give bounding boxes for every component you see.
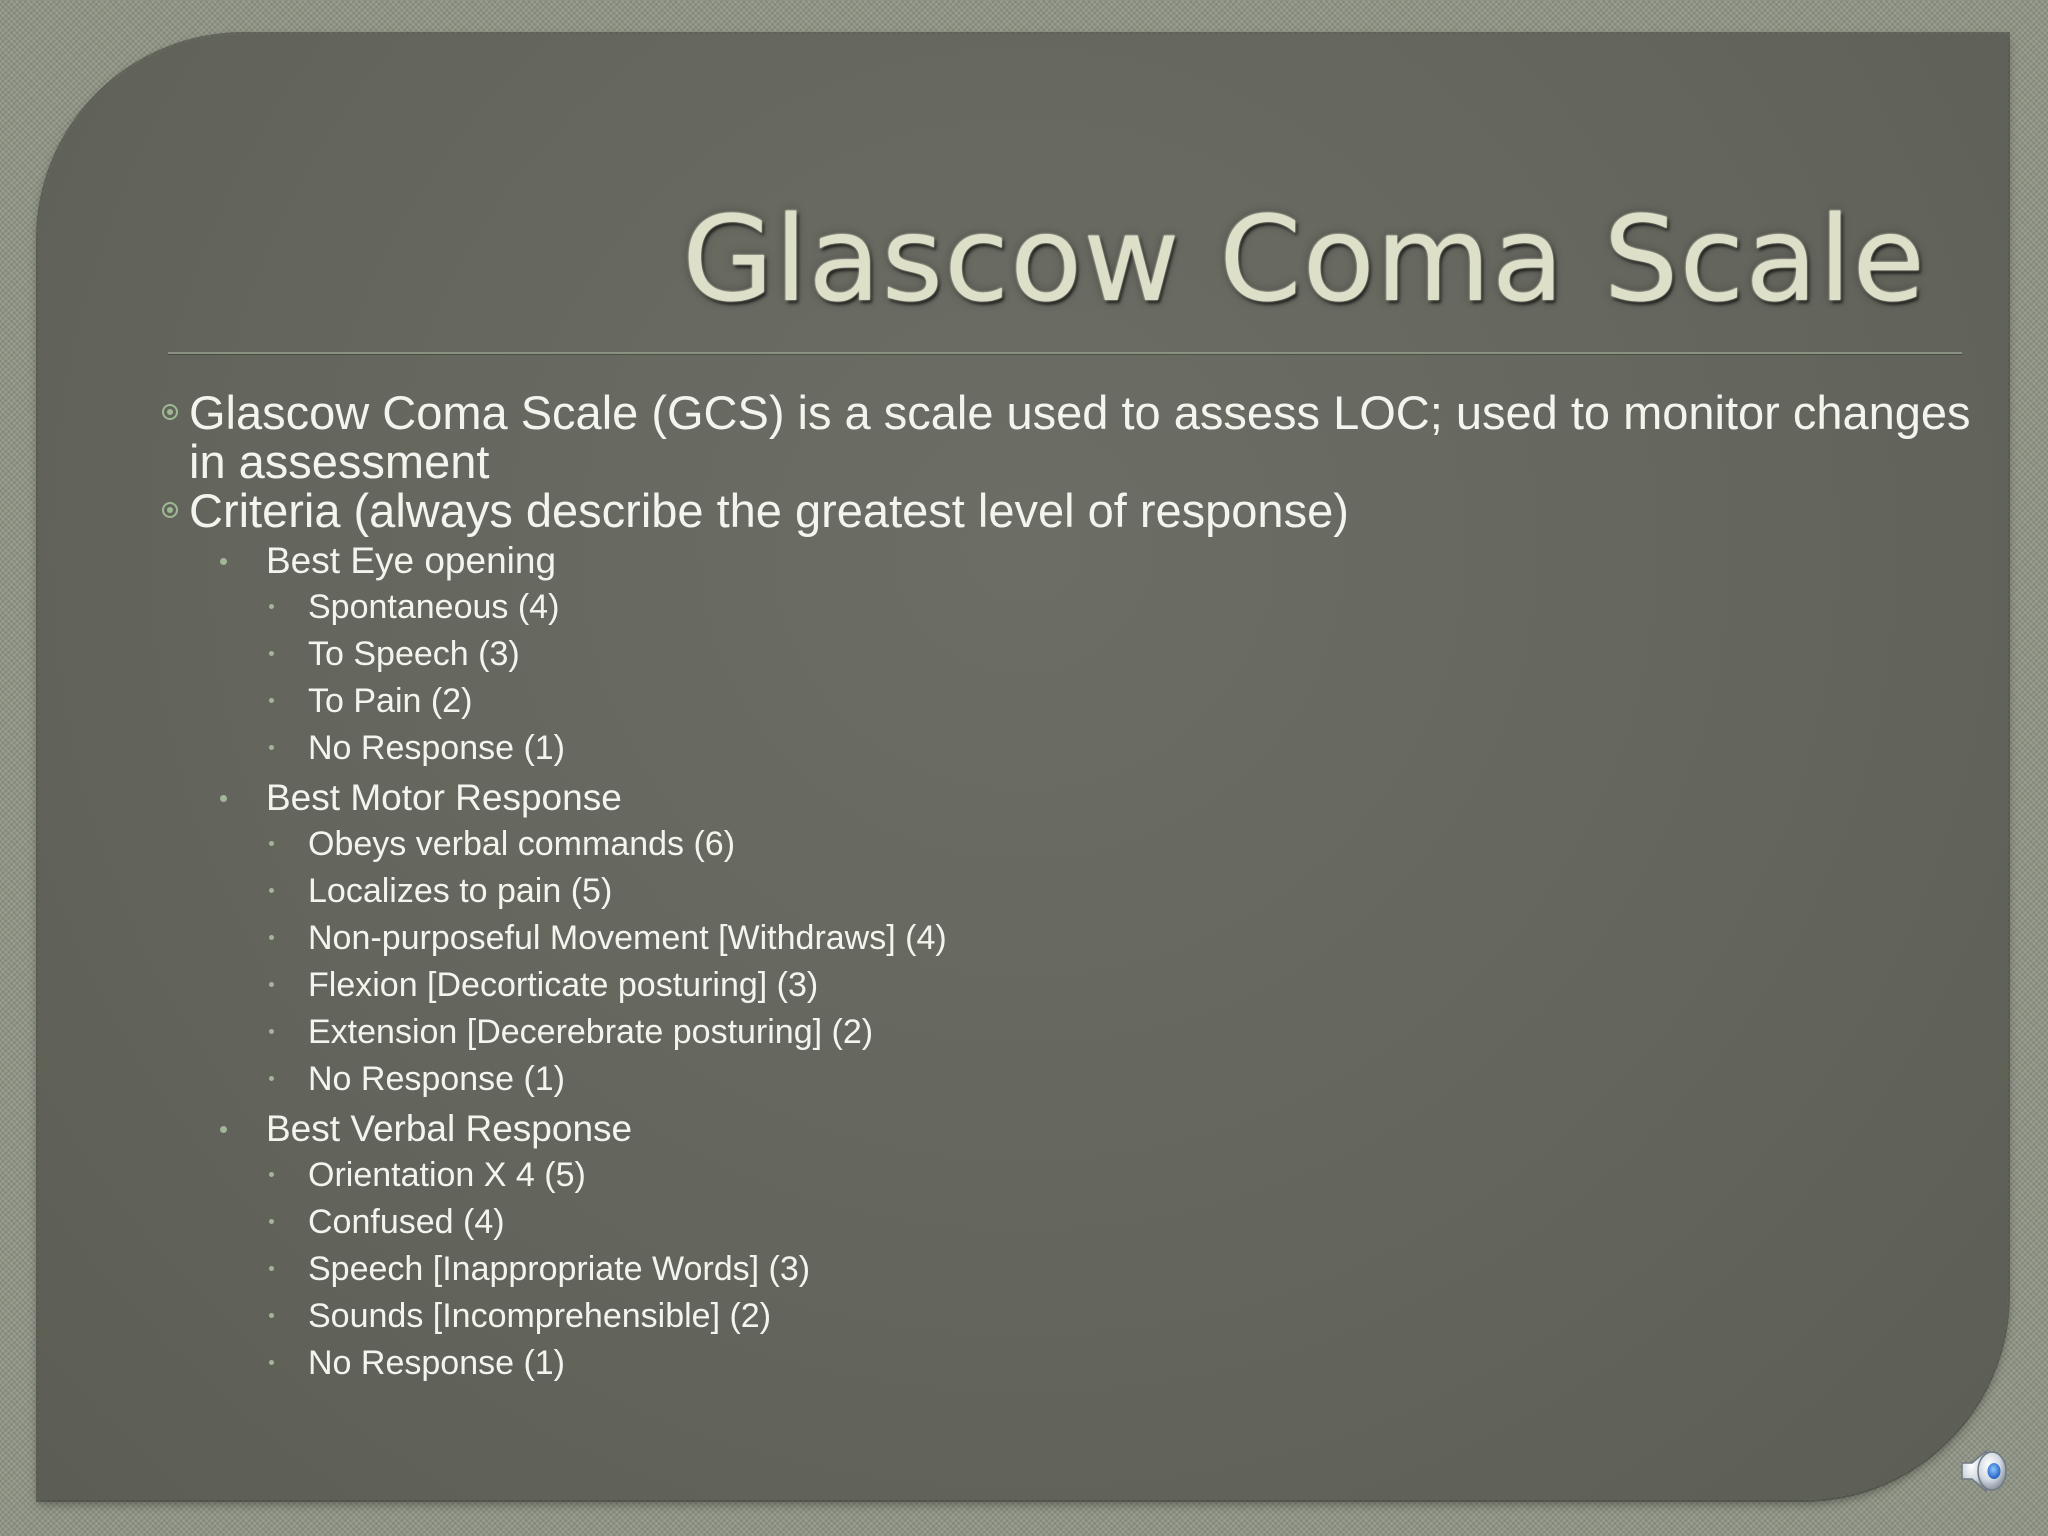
list-item: [308, 871, 612, 911]
circle-dot-icon: [162, 404, 178, 420]
list-item: [308, 634, 520, 674]
list-item-text: Localizes to pain (5): [308, 872, 613, 910]
list-item: [308, 965, 818, 1005]
dot-icon: [269, 1313, 274, 1318]
dot-icon: [269, 1219, 274, 1224]
speaker-icon[interactable]: [1956, 1443, 2012, 1499]
dot-icon: [220, 795, 227, 802]
list-item: [308, 918, 947, 958]
list-item-text: Obeys verbal commands (6): [308, 825, 736, 863]
list-item-text: Non-purposeful Movement [Withdraws] (4): [308, 919, 947, 957]
list-item-text: Orientation X 4 (5): [308, 1156, 586, 1194]
circle-dot-icon: [162, 502, 178, 518]
list-item-text: Speech [Inappropriate Words] (3): [308, 1250, 811, 1288]
slide-panel: [38, 34, 2008, 1500]
criteria-heading-eye: [266, 540, 556, 582]
list-item-text: To Speech (3): [308, 635, 520, 673]
list-item-text: No Response (1): [308, 1060, 566, 1098]
list-item-text: Sounds [Incomprehensible] (2): [308, 1297, 772, 1335]
dot-icon: [220, 1126, 227, 1133]
list-item: [308, 1343, 565, 1383]
list-item: [308, 728, 565, 768]
dot-icon: [269, 982, 274, 987]
title-divider: [168, 352, 1962, 354]
criteria-heading-text: Best Motor Response: [266, 777, 622, 818]
dot-icon: [269, 1266, 274, 1271]
list-item-text: Confused (4): [308, 1203, 505, 1241]
list-item-text: No Response (1): [308, 1344, 566, 1382]
bullet-text: Criteria (always describe the greatest level of response): [189, 484, 1349, 537]
list-item: [308, 681, 472, 721]
list-item: [308, 1296, 771, 1336]
list-item-text: No Response (1): [308, 729, 566, 767]
bullet-criteria: [189, 486, 1989, 535]
criteria-heading-verbal: [266, 1108, 632, 1150]
slide-title: Glascow Coma Scale: [682, 190, 1926, 328]
dot-icon: [269, 1076, 274, 1081]
dot-icon: [269, 888, 274, 893]
list-item-text: Flexion [Decorticate posturing] (3): [308, 966, 819, 1004]
list-item: [308, 1059, 565, 1099]
dot-icon: [269, 745, 274, 750]
criteria-heading-motor: [266, 777, 622, 819]
dot-icon: [269, 841, 274, 846]
dot-icon: [269, 1029, 274, 1034]
dot-icon: [269, 698, 274, 703]
list-item-text: To Pain (2): [308, 682, 473, 720]
list-item: [308, 1155, 586, 1195]
dot-icon: [269, 1360, 274, 1365]
criteria-heading-text: Best Eye opening: [266, 540, 557, 581]
bullet-text: Glascow Coma Scale (GCS) is a scale used to assess LOC; used to monitor changes in assessment: [189, 386, 1971, 488]
list-item: [308, 587, 559, 627]
criteria-heading-text: Best Verbal Response: [266, 1108, 633, 1149]
dot-icon: [269, 651, 274, 656]
list-item-text: Spontaneous (4): [308, 588, 560, 626]
dot-icon: [269, 935, 274, 940]
dot-icon: [269, 604, 274, 609]
list-item: [308, 1012, 873, 1052]
bullet-gcs-definition: [189, 388, 1989, 486]
dot-icon: [220, 558, 227, 565]
list-item: [308, 1202, 505, 1242]
list-item: [308, 1249, 810, 1289]
list-item: [308, 824, 735, 864]
list-item-text: Extension [Decerebrate posturing] (2): [308, 1013, 874, 1051]
dot-icon: [269, 1172, 274, 1177]
